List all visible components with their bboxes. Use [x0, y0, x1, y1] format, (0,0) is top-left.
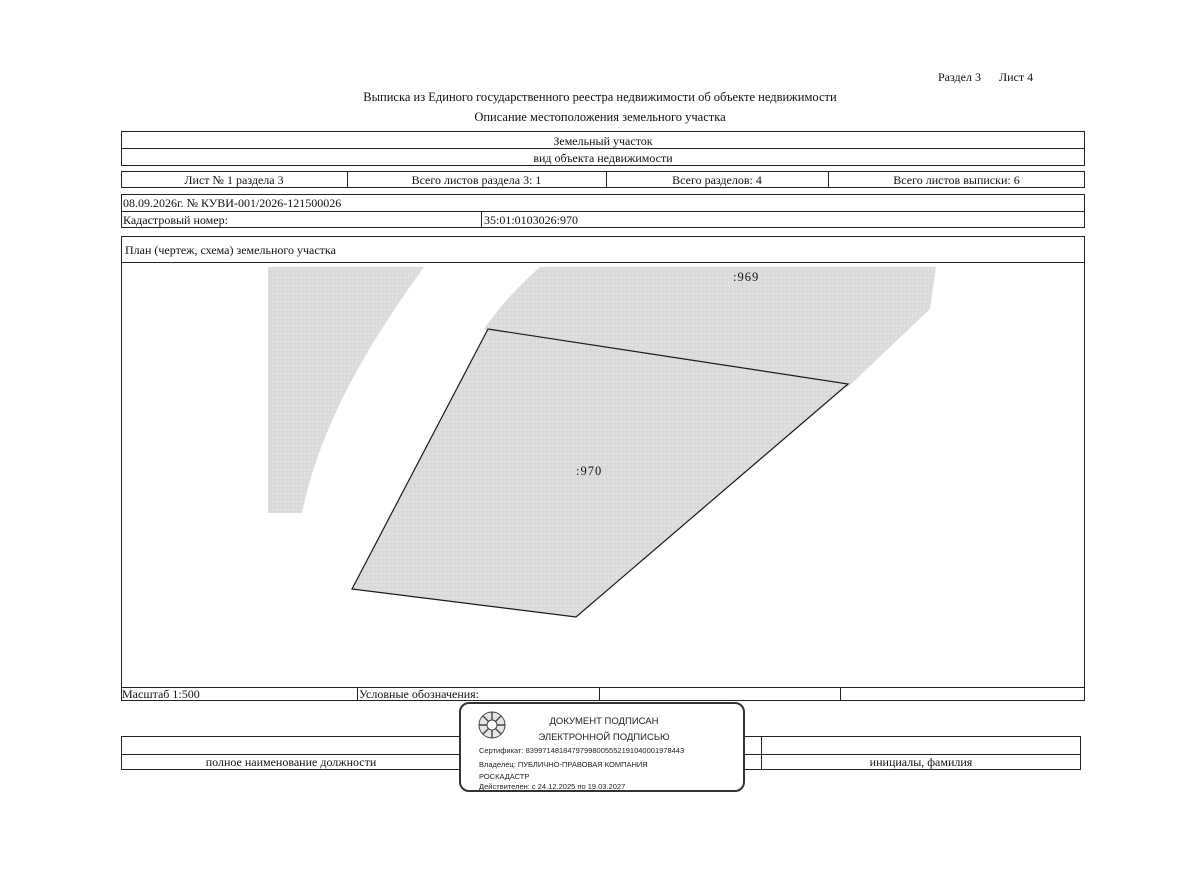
- object-type-value: Земельный участок: [553, 134, 653, 148]
- name-caption: инициалы, фамилия: [869, 755, 973, 769]
- scale-value: Масштаб 1:500: [122, 687, 200, 701]
- cadastral-number: 35:01:0103026:970: [484, 213, 579, 227]
- cadastral-label: Кадастровый номер:: [123, 213, 228, 227]
- sheet-number: Лист 4: [999, 70, 1034, 84]
- object-type-caption: вид объекта недвижимости: [533, 151, 673, 165]
- section-number: Раздел 3: [938, 70, 981, 84]
- legend-label: Условные обозначения:: [359, 687, 480, 701]
- sheet-of-section: Лист № 1 раздела 3: [184, 173, 284, 187]
- total-sheets-extract: Всего листов выписки: 6: [893, 173, 1020, 187]
- total-sheets-section: Всего листов раздела 3: 1: [411, 173, 542, 187]
- stamp-line1: ДОКУМЕНТ ПОДПИСАН: [549, 716, 659, 727]
- scale-legend-row: [121, 687, 1085, 701]
- electronic-signature-stamp: [459, 702, 745, 792]
- record-date-number: 08.09.2026г. № КУВИ-001/2026-121500026: [123, 196, 342, 210]
- document-subtitle: Описание местоположения земельного участка: [474, 110, 726, 124]
- stamp-valid: Действителен: с 24.12.2025 по 19.03.2027: [479, 782, 626, 791]
- stamp-line2: ЭЛЕКТРОННОЙ ПОДПИСЬЮ: [538, 732, 670, 743]
- parcel-plan-drawing: [122, 263, 1084, 687]
- stamp-owner2: РОСКАДАСТР: [479, 772, 530, 781]
- stamp-certificate: Сертификат: 83997148184797998005552191040001978443: [479, 746, 685, 755]
- position-caption: полное наименование должности: [205, 755, 377, 769]
- parcel-label: :970: [576, 464, 603, 478]
- neighbor-parcel-label: :969: [733, 270, 760, 284]
- document-title: Выписка из Единого государственного реестра недвижимости об объекте недвижимости: [363, 90, 837, 104]
- plan-title: План (чертеж, схема) земельного участка: [125, 243, 336, 257]
- stamp-owner: Владелец: ПУБЛИЧНО-ПРАВОВАЯ КОМПАНИЯ: [479, 760, 648, 769]
- left-neighbor-area: [268, 267, 424, 513]
- total-sections: Всего разделов: 4: [672, 173, 762, 187]
